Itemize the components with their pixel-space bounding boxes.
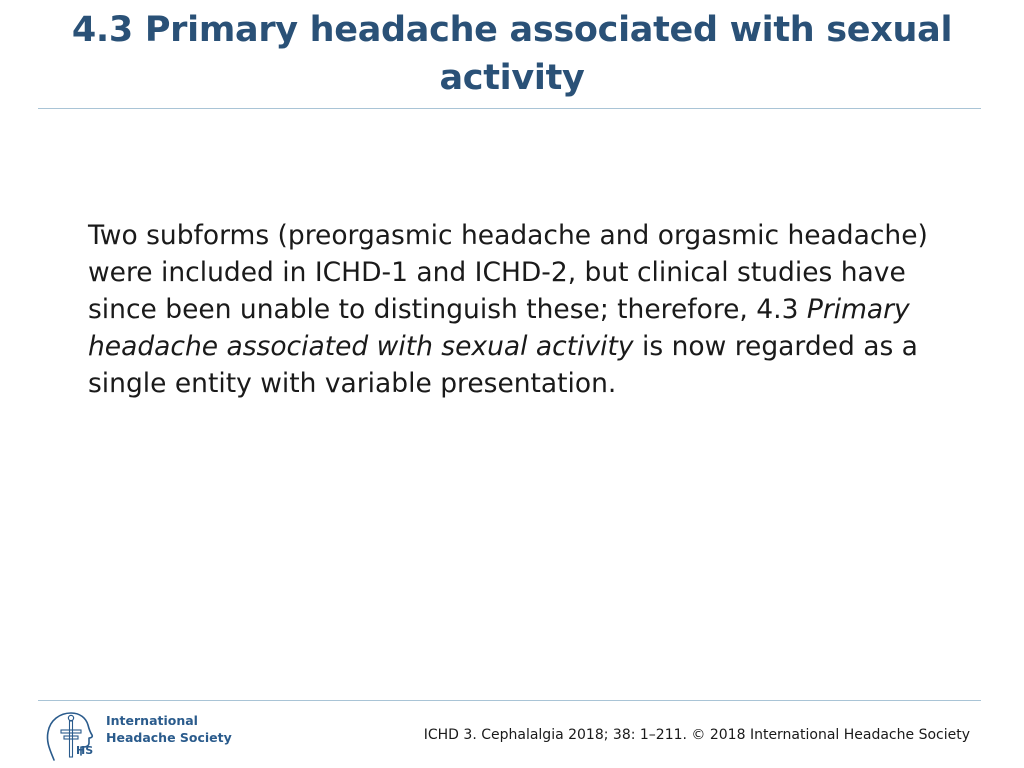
slide-title: 4.3 Primary headache associated with sexual activity: [71, 10, 953, 98]
body-paragraph: [88, 217, 928, 402]
ihs-head-icon: [44, 710, 104, 762]
title-divider: [38, 108, 981, 109]
ihs-logo: [44, 710, 234, 762]
body-text-part1: Two subforms (preorgasmic headache and orgasmic headache) were included in ICHD-1 and ICHD-2, but clinical studies have since been unable to distinguish these; therefore, 4.3: [88, 220, 928, 325]
logo-text-line1: International: [106, 713, 198, 728]
footer-divider: [38, 700, 981, 701]
logo-text-line2: Headache Society: [106, 730, 232, 745]
citation-text: ICHD 3. Cephalalgia 2018; 38: 1–211. © 2018 International Headache Society: [423, 727, 970, 743]
svg-text:HS: HS: [76, 744, 94, 757]
body-text-italic: Primary headache associated with sexual activity: [88, 294, 910, 362]
body-text-part2: is now regarded as a single entity with variable presentation.: [88, 331, 918, 399]
